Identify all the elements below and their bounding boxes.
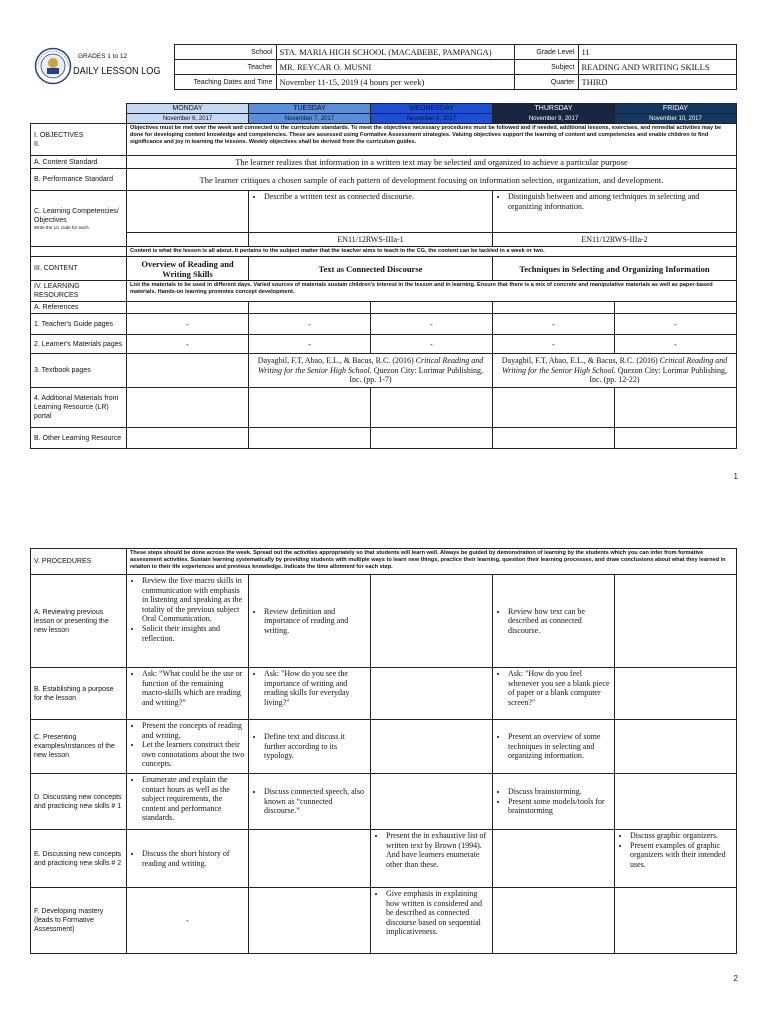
deped-seal-icon: [34, 47, 72, 85]
proc-a-tuesday: [249, 575, 371, 668]
competencies-sub: Write the LC code for each.: [34, 224, 90, 230]
resources-note: List the materials to be used in different days. Varied sources of materials sustain children's interest in the lesson and in learning. Ensure that there is a mix of concrete and manipulative materials as well as paper-based materials. Hands-on learning promotes concept development.: [127, 281, 737, 302]
tg-monday: -: [127, 314, 249, 335]
proc-f-label: F. Developing mastery (leads to Formative Assessment): [31, 888, 127, 954]
lm-monday: -: [127, 335, 249, 354]
proc-item: • Discuss brainstorming.: [508, 787, 611, 797]
proc-a-label: A. Reviewing previous lesson or presenting the new lesson: [31, 575, 127, 668]
proc-b-label: B. Establishing a purpose for the lesson: [31, 668, 127, 720]
lm-wednesday: -: [371, 335, 493, 354]
competency-tue-wed: [249, 191, 493, 233]
quarter-label: Quarter: [514, 75, 578, 90]
citation-title: Critical Reading and Writing for the Senior High School.: [501, 356, 728, 375]
deped-logo-cell: [30, 45, 174, 90]
proc-item: • Discuss graphic organizers.: [630, 831, 733, 841]
references-label: A. References: [31, 302, 127, 314]
proc-item: • Present the in exhaustive list of written text by Brown (1994). And have learners enumerate other than these.: [386, 831, 489, 869]
lesson-table-page-2: [30, 548, 737, 954]
proc-d-label: D. Discussing new concepts and practicing new skills # 1: [31, 774, 127, 830]
resources-label: IV. LEARNING RESOURCES: [31, 281, 127, 302]
school-label: School: [174, 45, 276, 60]
learners-materials-label: 2. Learner's Materials pages: [31, 335, 127, 354]
proc-a-thursday: [493, 575, 615, 668]
proc-item: • Give emphasis in explaining how written is considered and be described as connected discourse based on sequential implicativeness.: [386, 889, 489, 937]
day-date-thursday: November 9, 2017: [493, 114, 615, 124]
day-header-tuesday: TUESDAY: [249, 104, 371, 114]
proc-f-wednesday: [371, 888, 493, 954]
subject-label: Subject: [514, 60, 578, 75]
content-standard-label: A. Content Standard: [31, 156, 127, 169]
teachers-guide-label: 1. Teacher's Guide pages: [31, 314, 127, 335]
proc-item: • Present examples of graphic organizers with their intended uses.: [630, 841, 733, 870]
subject-value: READING AND WRITING SKILLS: [578, 60, 736, 75]
proc-d-monday: [127, 774, 249, 830]
additional-materials-label: 4. Additional Materials from Learning Resource (LR) portal: [31, 388, 127, 428]
proc-item: • Present the concepts of reading and writing.: [142, 721, 245, 740]
proc-item: • Present some models/tools for brainstorming: [508, 797, 611, 816]
day-date-tuesday: November 7, 2017: [249, 114, 371, 124]
proc-item: • Ask: “What could be the use or function of the remaining macro-skills which are reading and writing?”: [142, 669, 245, 707]
competencies-label-cell: [31, 191, 127, 247]
proc-e-friday: [615, 830, 737, 888]
content-standard-value: The learner realizes that information in a written text may be selected and organized to achieve a particular purpose: [127, 156, 737, 169]
day-header-friday: FRIDAY: [615, 104, 737, 114]
proc-c-thursday: [493, 720, 615, 774]
proc-b-tuesday: [249, 668, 371, 720]
proc-e-monday: [127, 830, 249, 888]
proc-e-label: E. Discussing new concepts and practicing new skills # 2: [31, 830, 127, 888]
content-monday: Overview of Reading and Writing Skills: [127, 257, 249, 281]
proc-item: • Let the learners construct their own connotations about the two concepts.: [142, 740, 245, 769]
tg-tuesday: -: [249, 314, 371, 335]
proc-item: • Discuss connected speech, also known as “connected discourse.”: [264, 787, 367, 816]
day-header-wednesday: WEDNESDAY: [371, 104, 493, 114]
citation-title: Critical Reading and Writing for the Senior High School.: [257, 356, 484, 375]
content-tue-wed: Text as Connected Discourse: [249, 257, 493, 281]
quarter-value: THIRD: [578, 75, 736, 90]
objectives-note: Objectives must be met over the week and connected to the curriculum standards. To meet the objectives necessary procedures must be followed and if needed, additional lessons, exercises, and remedial activities may be done for developing content knowledge and competencies. These are assessed using Formative Assessment strategies. Valuing objectives support the learning of content and competencies and enable children to find significance and joy in learning the lessons. Weekly objectives shall be derived from the curriculum guides.: [127, 124, 737, 156]
day-header-thursday: THURSDAY: [493, 104, 615, 114]
proc-f-monday: -: [127, 888, 249, 954]
proc-b-thursday: [493, 668, 615, 720]
procedures-label: V. PROCEDURES: [31, 549, 127, 575]
citation-authors: Dayagbil, F.T, Abao, E.L., & Bacus, R.C. (2016): [257, 356, 416, 366]
tg-thursday: -: [493, 314, 615, 335]
day-header-monday: MONDAY: [127, 104, 249, 114]
other-resource-label: B. Other Learning Resource: [31, 428, 127, 449]
day-date-friday: November 10, 2017: [615, 114, 737, 124]
textbook-tue-wed: [249, 354, 493, 388]
content-label: III. CONTENT: [31, 257, 127, 281]
proc-e-wednesday: [371, 830, 493, 888]
lc-code-tue-wed: EN11/12RWS-IIIa-1: [249, 233, 493, 247]
day-date-wednesday: November 8, 2017: [371, 114, 493, 124]
objectives-label: I. OBJECTIVES II.: [31, 124, 127, 156]
proc-item: • Define text and discuss it further according to its typology.: [264, 732, 367, 761]
citation-publisher: Quezon City: Lorimar Publishing, Inc. (pp. 1-7): [349, 365, 484, 385]
lm-thursday: -: [493, 335, 615, 354]
school-value: STA. MARIA HIGH SCHOOL (MACABEBE, PAMPANGA): [276, 45, 514, 60]
grade-level-label: Grade Level: [514, 45, 578, 60]
proc-item: • Discuss the short history of reading and writing.: [142, 849, 245, 868]
proc-item: • Review definition and importance of reading and writing.: [264, 607, 367, 636]
proc-item: • Present an overview of some techniques in selecting and organizing information.: [508, 732, 611, 761]
competency-item: • Distinguish between and among techniques in selecting and organizing information.: [508, 192, 733, 211]
procedures-note: These steps should be done across the week. Spread out the activities appropriately so that students will learn well. Always be guided by demonstration of learning by the students which you can infer from formative assessment activities. Sustain learning systematically by providing students with multiple ways to learn new things, practice their learning, question their learning processes, and draw conclusions about what they learned in relation to their life experiences and previous knowledge. Indicate the time allotment for each step.: [127, 549, 737, 575]
dates-label: Teaching Dates and Time: [174, 75, 276, 90]
proc-item: • Solicit their insights and reflection.: [142, 624, 245, 643]
proc-item: • Review how text can be described as connected discourse.: [508, 607, 611, 636]
proc-item: • Review the five macro skills in communication with emphasis in listening and speaking as the totality of the previous subject Oral Communication.: [142, 576, 245, 624]
proc-d-thursday: [493, 774, 615, 830]
competency-thu-fri: [493, 191, 737, 233]
competencies-label: C. Learning Competencies/ Objectives: [34, 207, 119, 224]
proc-item: • Ask: "How do you feel whenever you see a blank piece of paper or a blank computer screen?": [508, 669, 611, 707]
dates-value: November 11-15, 2019 (4 hours per week): [276, 75, 514, 90]
header-table: [30, 44, 737, 90]
performance-standard-value: The learner critiques a chosen sample of each pattern of development focusing on information selection, organization, and development.: [127, 169, 737, 191]
page-2: [0, 512, 768, 1024]
document-title: DAILY LESSON LOG: [73, 65, 161, 77]
content-note: Content is what the lesson is all about. It pertains to the subject matter that the teacher aims to teach in the CG, the content can be tackled in a week or two.: [127, 247, 737, 257]
competency-item: • Describe a written text as connected discourse.: [264, 192, 489, 202]
proc-c-tuesday: [249, 720, 371, 774]
teacher-label: Teacher: [174, 60, 276, 75]
tg-wednesday: -: [371, 314, 493, 335]
proc-c-label: C. Presenting examples/instances of the new lesson: [31, 720, 127, 774]
tg-friday: -: [615, 314, 737, 335]
proc-b-monday: [127, 668, 249, 720]
citation-authors: Dayagbil, F.T, Abao, E.L., & Bacus, R.C. (2016): [501, 356, 660, 366]
textbook-label: 3. Textbook pages: [31, 354, 127, 388]
lm-tuesday: -: [249, 335, 371, 354]
page-1: [0, 0, 768, 500]
content-thu-fri: Techniques in Selecting and Organizing Information: [493, 257, 737, 281]
day-date-monday: November 6, 2017: [127, 114, 249, 124]
proc-item: • Ask: "How do you see the importance of writing and reading skills for everyday living?": [264, 669, 367, 707]
proc-d-tuesday: [249, 774, 371, 830]
performance-standard-label: B. Performance Standard: [31, 169, 127, 191]
grade-level-value: 11: [578, 45, 736, 60]
grades-label: GRADES 1 to 12: [78, 52, 128, 60]
proc-c-monday: [127, 720, 249, 774]
textbook-thu-fri: [493, 354, 737, 388]
proc-a-monday: [127, 575, 249, 668]
citation-publisher: Quezon City: Lorimar Publishing, Inc. (pp. 12-22): [589, 365, 728, 385]
page-number-2: 2: [733, 974, 738, 983]
lc-code-thu-fri: EN11/12RWS-IIIa-2: [493, 233, 737, 247]
teacher-value: MR. REYCAR O. MUSNI: [276, 60, 514, 75]
proc-item: • Enumerate and explain the contact hours as well as the subject requirements, the content and performance standards.: [142, 775, 245, 823]
page-number-1: 1: [733, 472, 738, 481]
lm-friday: -: [615, 335, 737, 354]
lesson-table-page-1: [30, 103, 737, 449]
